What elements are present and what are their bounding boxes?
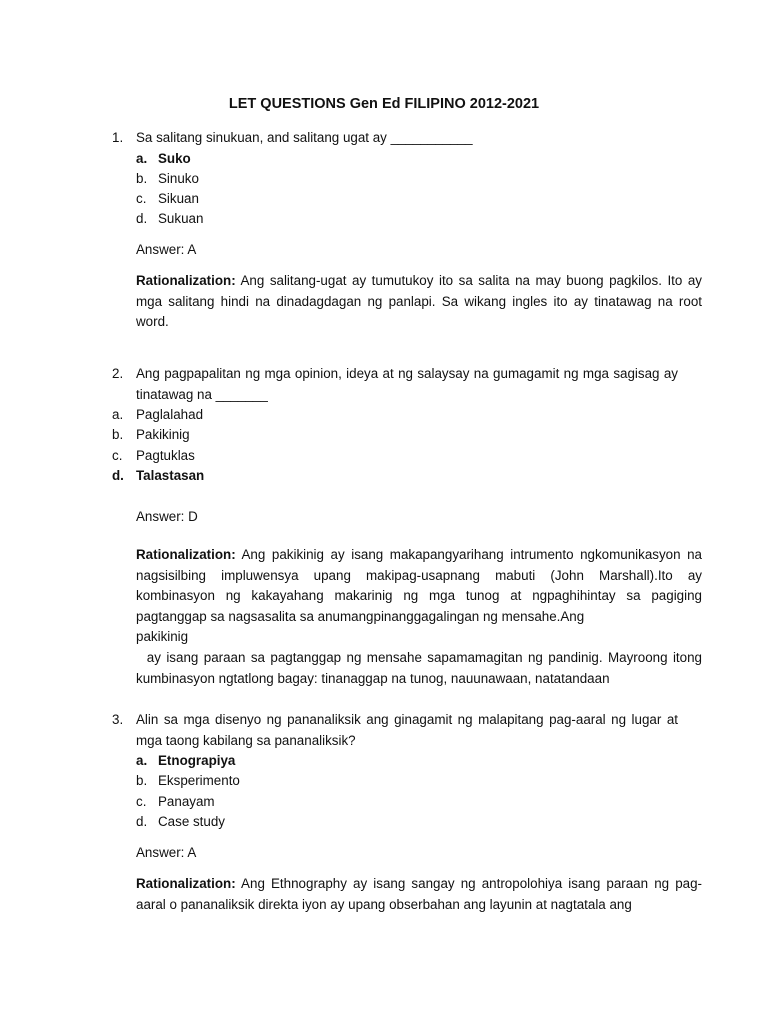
question-2 — [112, 364, 678, 486]
rationalization-text-line: pakikinig — [136, 629, 189, 645]
rationalization-1 — [112, 271, 702, 333]
rationalization-label: Rationalization: — [136, 273, 236, 288]
option-a: a. Suko — [136, 150, 191, 166]
rationalization-text-continued: ay isang paraan sa pagtanggap ng mensahe sapamamagitan ng pandinig. Mayroong itong kumbinasyon ngtatlong bagay: tinanaggap na tunog, nauunawaan, natatandaan — [136, 649, 706, 686]
question-3 — [112, 710, 678, 832]
question-number: 1. — [112, 130, 124, 145]
question-text: Sa salitang sinukuan, and salitang ugat ay ___________ — [136, 130, 473, 145]
option-list — [112, 405, 678, 486]
option-list — [112, 751, 678, 832]
rationalization-2 — [112, 545, 706, 689]
question-1-stem — [112, 128, 678, 149]
option-d: d. Talastasan — [112, 467, 205, 483]
question-number: 3. — [112, 712, 124, 727]
option-a: a. Etnograpiya — [136, 753, 236, 768]
rationalization-text: Ang Ethnography ay isang sangay ng antropolohiya isang paraan ng pag-aaral o pananaliksik direkta iyon ay upang obserbahan ang layunin at nagtatala ang — [136, 876, 702, 912]
question-text: Alin sa mga disenyo ng pananaliksik ang ginagamit ng malapitang pag-aaral ng lugar at mga taong kabilang sa pananaliksik? — [136, 712, 678, 748]
option-b: b. Pakikinig — [112, 427, 190, 443]
answer-1: Answer: A — [136, 242, 197, 257]
rationalization-text: Ang pakikinig ay isang makapangyarihang intrumento ngkomunikasyon na nagsisilbing impluwensya upang makipag-usapnang mabuti (John Marshall).Ito ay kombinasyon ng kakayahang makarinig ng mga tunog at ngpaghihintay sa pagiging pagtanggap sa nagsasalita sa anumangpinanggagalingan ng mensahe.Ang — [136, 547, 702, 624]
answer-2: Answer: D — [136, 509, 198, 524]
rationalization-label: Rationalization: — [136, 876, 236, 891]
question-3-stem — [112, 710, 678, 751]
question-2-stem — [112, 364, 678, 405]
option-c: c. Pagtuklas — [112, 447, 195, 463]
question-text: Ang pagpapalitan ng mga opinion, ideya at ng salaysay na gumagamit ng mga sagisag ay tinatawag na _______ — [136, 366, 678, 402]
rationalization-text: Ang salitang-ugat ay tumutukoy ito sa salita na may buong pagkilos. Ito ay mga salitang hindi na dinadagdagan ng panlapi. Sa wikang ingles ito ay tinatawag na root word. — [136, 273, 702, 330]
question-number: 2. — [112, 366, 124, 381]
option-a: a. Paglalahad — [112, 407, 204, 422]
option-b: b. Eksperimento — [136, 773, 240, 789]
rationalization-label: Rationalization: — [136, 547, 236, 562]
question-1 — [112, 128, 678, 230]
option-d: d. Sukuan — [136, 211, 204, 227]
option-c: c. Sikuan — [136, 191, 199, 207]
option-b: b. Sinuko — [136, 170, 199, 186]
rationalization-3 — [112, 874, 702, 915]
option-list — [112, 149, 678, 230]
answer-3: Answer: A — [136, 845, 197, 860]
document-title: LET QUESTIONS Gen Ed FILIPINO 2012-2021 — [228, 96, 540, 112]
option-c: c. Panayam — [136, 793, 215, 809]
option-d: d. Case study — [136, 813, 225, 829]
